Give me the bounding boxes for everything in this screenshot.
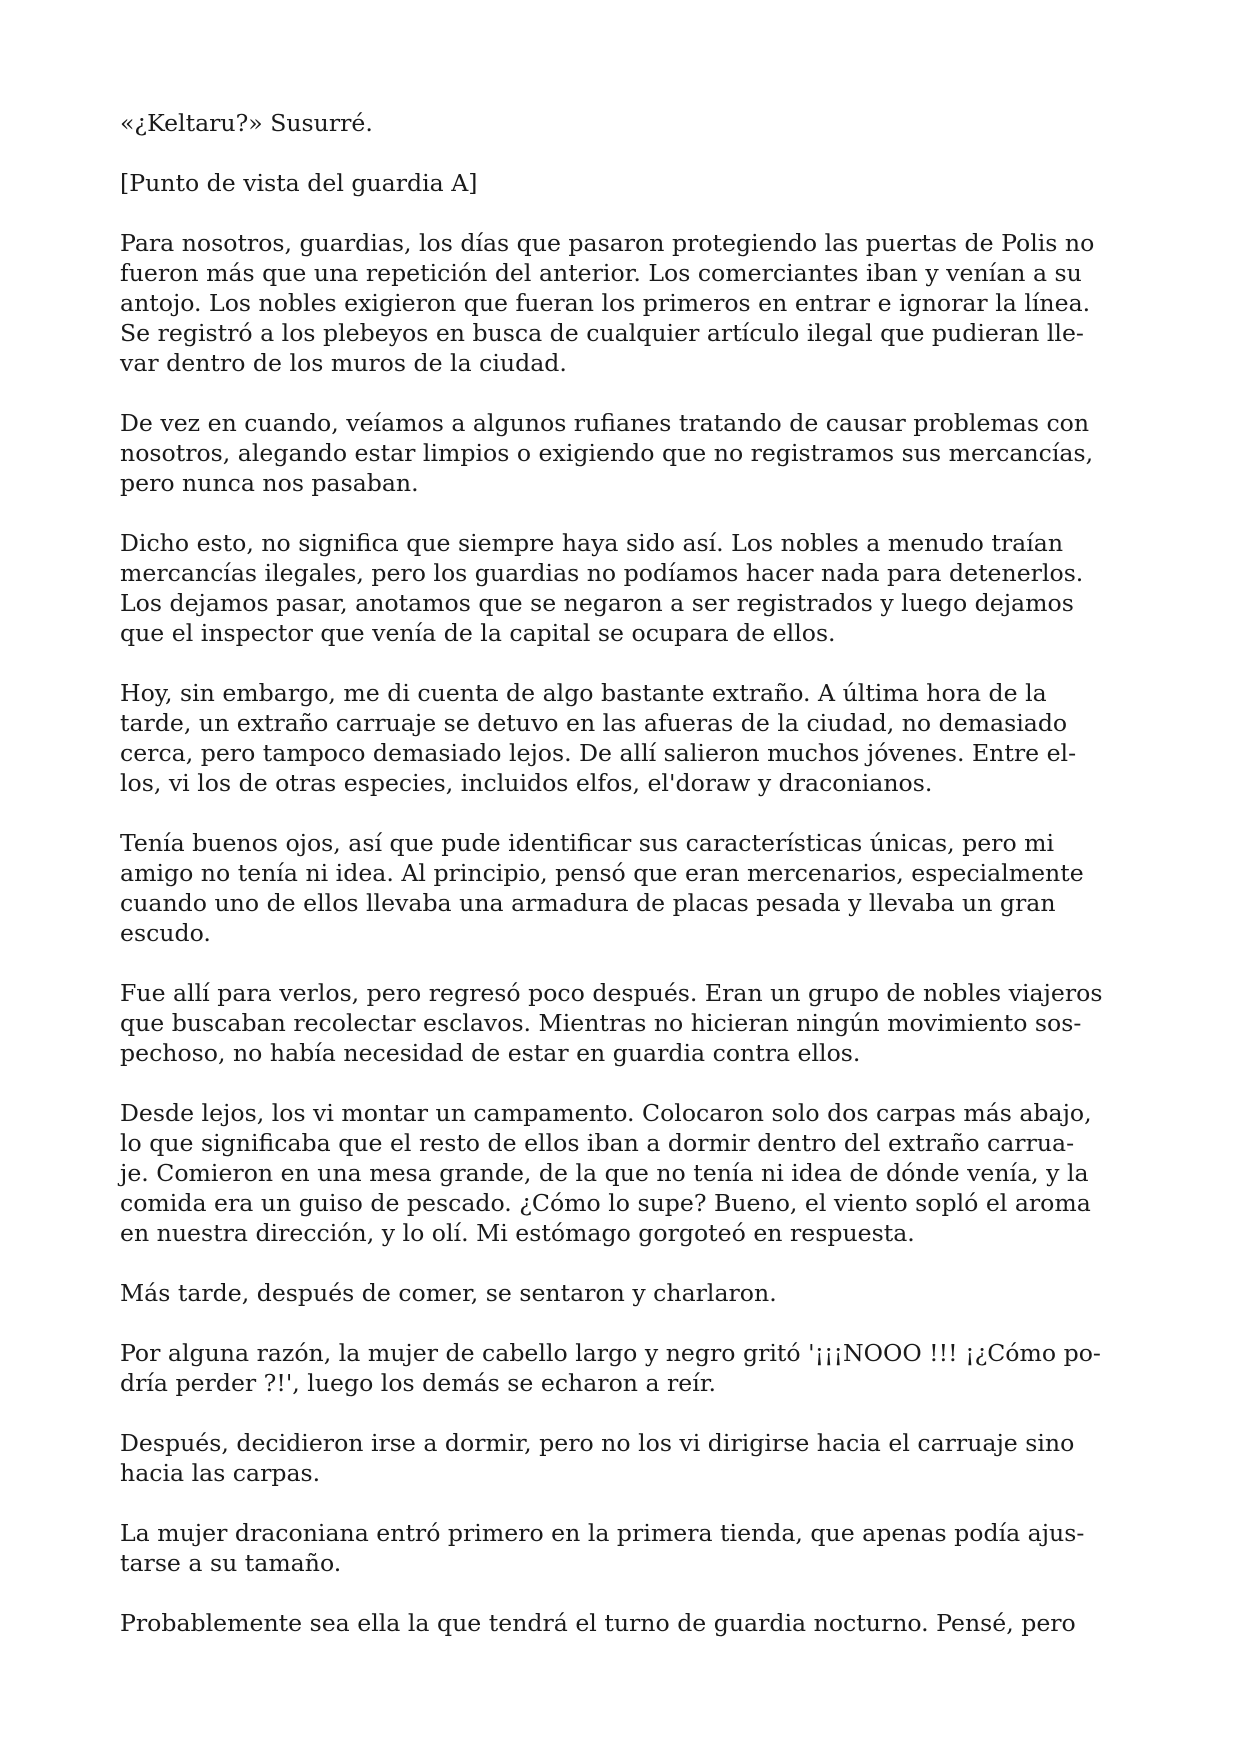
text-line: Después, decidieron irse a dormir, pero no los vi dirigirse hacia el carruaje sino [120, 1429, 1075, 1457]
text-line: cuando uno de ellos llevaba una armadura de placas pesada y llevaba un gran [120, 889, 1056, 917]
text-line: var dentro de los muros de la ciudad. [120, 349, 567, 377]
text-line: nosotros, alegando estar limpios o exigiendo que no registramos sus mercancías, [120, 439, 1094, 467]
paragraph [120, 228, 1120, 378]
text-line: Desde lejos, los vi montar un campamento. Colocaron solo dos carpas más abajo, [120, 1099, 1092, 1127]
paragraph [120, 1518, 1120, 1578]
text-line: dría perder ?!', luego los demás se echaron a reír. [120, 1369, 717, 1397]
text-line: lo que significaba que el resto de ellos iban a dormir dentro del extraño carrua- [120, 1129, 1075, 1157]
text-line: los, vi los de otras especies, incluidos elfos, el'doraw y draconianos. [120, 769, 933, 797]
text-line: [Punto de vista del guardia A] [120, 169, 478, 197]
paragraph [120, 1338, 1120, 1398]
paragraph [120, 978, 1120, 1068]
paragraph [120, 168, 1120, 198]
text-line: Fue allí para verlos, pero regresó poco después. Eran un grupo de nobles viajeros [120, 979, 1103, 1007]
paragraph [120, 1278, 1120, 1308]
text-line: comida era un guiso de pescado. ¿Cómo lo supe? Bueno, el viento sopló el aroma [120, 1189, 1091, 1217]
text-line: Probablemente sea ella la que tendrá el turno de guardia nocturno. Pensé, pero [120, 1609, 1076, 1637]
text-line: La mujer draconiana entró primero en la primera tienda, que apenas podía ajus- [120, 1519, 1085, 1547]
text-line: je. Comieron en una mesa grande, de la que no tenía ni idea de dónde venía, y la [120, 1159, 1089, 1187]
text-line: Más tarde, después de comer, se sentaron y charlaron. [120, 1279, 777, 1307]
paragraph [120, 828, 1120, 948]
text-line: escudo. [120, 919, 211, 947]
text-line: Dicho esto, no significa que siempre haya sido así. Los nobles a menudo traían [120, 529, 1064, 557]
text-line: hacia las carpas. [120, 1459, 321, 1487]
text-line: tarde, un extraño carruaje se detuvo en las afueras de la ciudad, no demasiado [120, 709, 1068, 737]
text-line: Por alguna razón, la mujer de cabello largo y negro gritó '¡¡¡NOOO !!! ¡¿Cómo po- [120, 1339, 1101, 1367]
text-line: Los dejamos pasar, anotamos que se negaron a ser registrados y luego dejamos [120, 589, 1074, 617]
text-line: Se registró a los plebeyos en busca de cualquier artículo ilegal que pudieran lle- [120, 319, 1084, 347]
text-line: pero nunca nos pasaban. [120, 469, 419, 497]
paragraph [120, 678, 1120, 798]
text-line: Hoy, sin embargo, me di cuenta de algo bastante extraño. A última hora de la [120, 679, 1047, 707]
text-line: antojo. Los nobles exigieron que fueran los primeros en entrar e ignorar la línea. [120, 289, 1091, 317]
text-line: De vez en cuando, veíamos a algunos rufianes tratando de causar problemas con [120, 409, 1090, 437]
text-line: Para nosotros, guardias, los días que pasaron protegiendo las puertas de Polis no [120, 229, 1095, 257]
paragraph [120, 408, 1120, 498]
body-text [120, 108, 1120, 1638]
text-line: que buscaban recolectar esclavos. Mientras no hicieran ningún movimiento sos- [120, 1009, 1082, 1037]
paragraph [120, 528, 1120, 648]
text-line: que el inspector que venía de la capital se ocupara de ellos. [120, 619, 836, 647]
text-line: en nuestra dirección, y lo olí. Mi estómago gorgoteó en respuesta. [120, 1219, 915, 1247]
text-line: «¿Keltaru?» Susurré. [120, 109, 373, 137]
text-line: tarse a su tamaño. [120, 1549, 342, 1577]
text-line: pechoso, no había necesidad de estar en guardia contra ellos. [120, 1039, 861, 1067]
text-line: cerca, pero tampoco demasiado lejos. De allí salieron muchos jóvenes. Entre el- [120, 739, 1077, 767]
text-line: amigo no tenía ni idea. Al principio, pensó que eran mercenarios, especialmente [120, 859, 1084, 887]
paragraph [120, 1098, 1120, 1248]
text-line: mercancías ilegales, pero los guardias no podíamos hacer nada para detenerlos. [120, 559, 1084, 587]
text-line: fueron más que una repetición del anterior. Los comerciantes iban y venían a su [120, 259, 1082, 287]
paragraph [120, 108, 1120, 138]
paragraph [120, 1608, 1120, 1638]
paragraph [120, 1428, 1120, 1488]
text-line: Tenía buenos ojos, así que pude identificar sus características únicas, pero mi [120, 829, 1055, 857]
